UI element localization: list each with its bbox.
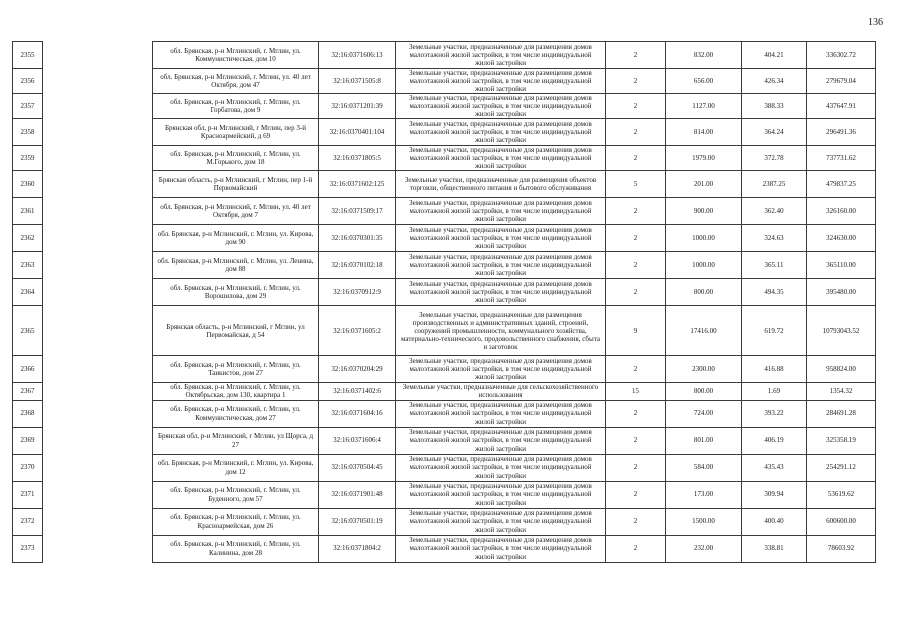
row-id: 2359: [13, 146, 43, 171]
row-use-class: 2: [606, 535, 666, 562]
row-gap: [43, 306, 153, 356]
row-id: 2370: [13, 454, 43, 481]
row-land-use: Земельные участки, предназначенные для размещения домов малоэтажной жилой застройки, в том числе индивидуальной жилой застройки: [396, 535, 606, 562]
row-cadastral-number: 32:16:0371606:4: [319, 427, 396, 454]
row-use-class: 2: [606, 427, 666, 454]
table-row: [13, 400, 876, 427]
row-cadastral-number: 32:16:0371605:2: [319, 306, 396, 356]
row-specific-value: 619.72: [742, 306, 807, 356]
row-id: 2369: [13, 427, 43, 454]
row-cadastral-number: 32:16:0371509:17: [319, 198, 396, 225]
row-cadastral-number: 32:16:0371901:48: [319, 481, 396, 508]
row-id: 2362: [13, 225, 43, 252]
row-cadastral-number: 32:16:0370102:18: [319, 252, 396, 279]
row-address: обл. Брянская, р-н Мглинский, г. Мглин, ул. Таикистов, дом 27: [153, 356, 319, 383]
row-specific-value: 324.63: [742, 225, 807, 252]
row-address: Брянская обл, р-н Мглинский, г Мглин, ул Щорса, д 27: [153, 427, 319, 454]
row-cadastral-value: 254291.12: [807, 454, 876, 481]
row-area: 201.00: [666, 171, 742, 198]
row-gap: [43, 427, 153, 454]
row-address: обл. Брянская, р-н Мглинский, г. Мглин, ул. 40 лет Октября, дом 47: [153, 69, 319, 94]
row-use-class: 2: [606, 454, 666, 481]
row-use-class: 2: [606, 198, 666, 225]
row-cadastral-value: 336302.72: [807, 42, 876, 69]
row-cadastral-value: 437647.91: [807, 94, 876, 119]
row-cadastral-number: 32:16:0371402:6: [319, 383, 396, 400]
row-cadastral-value: 326160.00: [807, 198, 876, 225]
row-id: 2367: [13, 383, 43, 400]
row-gap: [43, 508, 153, 535]
row-use-class: 2: [606, 94, 666, 119]
row-cadastral-number: 32:16:0371606:13: [319, 42, 396, 69]
row-gap: [43, 356, 153, 383]
table-row: [13, 454, 876, 481]
row-id: 2372: [13, 508, 43, 535]
row-cadastral-number: 32:16:0371804:2: [319, 535, 396, 562]
row-area: 1979.00: [666, 146, 742, 171]
row-gap: [43, 279, 153, 306]
table-row: [13, 427, 876, 454]
row-id: 2361: [13, 198, 43, 225]
row-land-use: Земельные участки, предназначенные для размещения домов малоэтажной жилой застройки, в том числе индивидуальной жилой застройки: [396, 508, 606, 535]
row-cadastral-value: 78603.92: [807, 535, 876, 562]
row-address: обл. Брянская, р-н Мглинский, г. Мглин, ул. Октябрьская, дом 130, квартира 1: [153, 383, 319, 400]
row-use-class: 5: [606, 171, 666, 198]
row-land-use: Земельные участки, предназначенные для размещения домов малоэтажной жилой застройки, в том числе индивидуальной жилой застройки: [396, 252, 606, 279]
row-cadastral-number: 32:16:0370204:29: [319, 356, 396, 383]
row-id: 2368: [13, 400, 43, 427]
row-specific-value: 435.43: [742, 454, 807, 481]
row-area: 2300.00: [666, 356, 742, 383]
row-cadastral-number: 32:16:0370401:104: [319, 119, 396, 146]
row-id: 2357: [13, 94, 43, 119]
row-use-class: 2: [606, 42, 666, 69]
table-row: [13, 252, 876, 279]
row-specific-value: 365.11: [742, 252, 807, 279]
row-address: Брянская область, р-н Мглинский, г Мглин, ул Первомайская, д 54: [153, 306, 319, 356]
row-cadastral-number: 32:16:0370504:45: [319, 454, 396, 481]
row-land-use: Земельные участки, предназначенные для размещения объектов торговли, общественного питания и бытового обслуживания: [396, 171, 606, 198]
row-gap: [43, 198, 153, 225]
row-area: 800.00: [666, 279, 742, 306]
row-gap: [43, 400, 153, 427]
row-specific-value: 494.35: [742, 279, 807, 306]
table-row: [13, 356, 876, 383]
row-gap: [43, 535, 153, 562]
row-gap: [43, 252, 153, 279]
row-land-use: Земельные участки, предназначенные для размещения домов малоэтажной жилой застройки, в том числе индивидуальной жилой застройки: [396, 356, 606, 383]
table-row: [13, 383, 876, 400]
row-use-class: 15: [606, 383, 666, 400]
row-specific-value: 400.40: [742, 508, 807, 535]
row-area: 1000.00: [666, 252, 742, 279]
row-land-use: Земельные участки, предназначенные для размещения домов малоэтажной жилой застройки, в том числе индивидуальной жилой застройки: [396, 427, 606, 454]
row-cadastral-number: 32:16:0371805:5: [319, 146, 396, 171]
row-specific-value: 406.19: [742, 427, 807, 454]
row-land-use: Земельные участки, предназначенные для размещения производственных и административных зданий, строений, сооружений промышленности, коммунального хозяйства, материально-технического, продовольственного снабжения, сбыта и заготовок: [396, 306, 606, 356]
row-land-use: Земельные участки, предназначенные для размещения домов малоэтажной жилой застройки, в том числе индивидуальной жилой застройки: [396, 454, 606, 481]
table-row: [13, 171, 876, 198]
row-gap: [43, 225, 153, 252]
row-cadastral-number: 32:16:0370501:19: [319, 508, 396, 535]
row-land-use: Земельные участки, предназначенные для размещения домов малоэтажной жилой застройки, в том числе индивидуальной жилой застройки: [396, 279, 606, 306]
row-specific-value: 404.21: [742, 42, 807, 69]
row-address: обл. Брянская, р-н Мглинский, г. Мглин, ул. Коммунистическая, дом 27: [153, 400, 319, 427]
table-row: [13, 279, 876, 306]
row-address: обл. Брянская, р-н Мглинский, г. Мглин, ул. Ленина, дом 88: [153, 252, 319, 279]
row-area: 173.00: [666, 481, 742, 508]
row-gap: [43, 146, 153, 171]
table-row: [13, 94, 876, 119]
row-address: Брянская обл, р-н Мглинский, г Мглин, пер 3-й Красноармейский, д 69: [153, 119, 319, 146]
row-address: Брянская область, р-н Мглинский, г Мглин, пер 1-й Первомайский: [153, 171, 319, 198]
row-specific-value: 1.69: [742, 383, 807, 400]
row-id: 2364: [13, 279, 43, 306]
row-id: 2355: [13, 42, 43, 69]
table-body: [13, 42, 876, 563]
row-land-use: Земельные участки, предназначенные для размещения домов малоэтажной жилой застройки, в том числе индивидуальной жилой застройки: [396, 481, 606, 508]
row-specific-value: 388.33: [742, 94, 807, 119]
row-cadastral-value: 279679.04: [807, 69, 876, 94]
row-gap: [43, 454, 153, 481]
row-specific-value: 393.22: [742, 400, 807, 427]
row-land-use: Земельные участки, предназначенные для сельскохозяйственного использования: [396, 383, 606, 400]
table-row: [13, 146, 876, 171]
row-cadastral-number: 32:16:0370912:9: [319, 279, 396, 306]
row-cadastral-value: 284691.28: [807, 400, 876, 427]
row-cadastral-value: 296491.36: [807, 119, 876, 146]
row-area: 232.00: [666, 535, 742, 562]
row-gap: [43, 171, 153, 198]
row-gap: [43, 94, 153, 119]
row-cadastral-value: 479837.25: [807, 171, 876, 198]
row-land-use: Земельные участки, предназначенные для размещения домов малоэтажной жилой застройки, в том числе индивидуальной жилой застройки: [396, 42, 606, 69]
row-use-class: 2: [606, 400, 666, 427]
row-area: 17416.00: [666, 306, 742, 356]
row-specific-value: 416.88: [742, 356, 807, 383]
row-id: 2371: [13, 481, 43, 508]
row-cadastral-value: 395480.00: [807, 279, 876, 306]
row-cadastral-value: 600600.00: [807, 508, 876, 535]
row-area: 1500.00: [666, 508, 742, 535]
row-cadastral-value: 737731.62: [807, 146, 876, 171]
row-gap: [43, 42, 153, 69]
row-area: 900.00: [666, 198, 742, 225]
row-address: обл. Брянская, р-н Мглинский, г. Мглин, ул. М.Горького, дом 18: [153, 146, 319, 171]
row-land-use: Земельные участки, предназначенные для размещения домов малоэтажной жилой застройки, в том числе индивидуальной жилой застройки: [396, 225, 606, 252]
table-row: [13, 306, 876, 356]
row-land-use: Земельные участки, предназначенные для размещения домов малоэтажной жилой застройки, в том числе индивидуальной жилой застройки: [396, 69, 606, 94]
row-cadastral-value: 10793043.52: [807, 306, 876, 356]
row-use-class: 2: [606, 356, 666, 383]
row-address: обл. Брянская, р-н Мглинский, г. Мглин, ул. Красноармейская, дом 26: [153, 508, 319, 535]
row-gap: [43, 69, 153, 94]
row-address: обл. Брянская, р-н Мглинский, г. Мглин, ул. Ворошилова, дом 29: [153, 279, 319, 306]
row-area: 1127.00: [666, 94, 742, 119]
row-specific-value: 2387.25: [742, 171, 807, 198]
row-cadastral-value: 958824.00: [807, 356, 876, 383]
row-area: 1000.00: [666, 225, 742, 252]
row-cadastral-number: 32:16:0371604:16: [319, 400, 396, 427]
row-cadastral-number: 32:16:0370301:35: [319, 225, 396, 252]
row-area: 724.00: [666, 400, 742, 427]
row-cadastral-value: 324630.00: [807, 225, 876, 252]
row-cadastral-value: 325358.19: [807, 427, 876, 454]
row-specific-value: 309.94: [742, 481, 807, 508]
row-use-class: 2: [606, 481, 666, 508]
table-row: [13, 481, 876, 508]
table-row: [13, 508, 876, 535]
row-cadastral-value: 1354.32: [807, 383, 876, 400]
row-use-class: 2: [606, 508, 666, 535]
row-address: обл. Брянская, р-н Мглинский, г. Мглин, ул. Буденного, дом 57: [153, 481, 319, 508]
row-gap: [43, 481, 153, 508]
row-use-class: 2: [606, 69, 666, 94]
row-gap: [43, 119, 153, 146]
row-address: обл. Брянская, р-н Мглинский, г. Мглин, ул. Кирова, дом 12: [153, 454, 319, 481]
row-id: 2360: [13, 171, 43, 198]
table-row: [13, 535, 876, 562]
row-address: обл. Брянская, р-н Мглинский, г. Мглин, ул. Кирова, дом 90: [153, 225, 319, 252]
row-cadastral-number: 32:16:0371505:8: [319, 69, 396, 94]
row-use-class: 2: [606, 225, 666, 252]
row-cadastral-number: 32:16:0371201:39: [319, 94, 396, 119]
land-parcels-table: [12, 41, 876, 563]
row-area: 656.00: [666, 69, 742, 94]
row-address: обл. Брянская, р-н Мглинский, г. Мглин, ул. Коммунистическая, дом 10: [153, 42, 319, 69]
row-address: обл. Брянская, р-н Мглинский, г. Мглин, ул. Калинина, дом 28: [153, 535, 319, 562]
row-id: 2365: [13, 306, 43, 356]
row-cadastral-value: 365110.00: [807, 252, 876, 279]
row-land-use: Земельные участки, предназначенные для размещения домов малоэтажной жилой застройки, в том числе индивидуальной жилой застройки: [396, 400, 606, 427]
row-area: 832.00: [666, 42, 742, 69]
row-land-use: Земельные участки, предназначенные для размещения домов малоэтажной жилой застройки, в том числе индивидуальной жилой застройки: [396, 94, 606, 119]
table-row: [13, 225, 876, 252]
row-specific-value: 426.34: [742, 69, 807, 94]
row-use-class: 2: [606, 252, 666, 279]
row-id: 2373: [13, 535, 43, 562]
row-area: 800.00: [666, 383, 742, 400]
row-gap: [43, 383, 153, 400]
table-row: [13, 42, 876, 69]
page-number: 136: [868, 17, 883, 28]
table-row: [13, 198, 876, 225]
row-id: 2356: [13, 69, 43, 94]
row-use-class: 2: [606, 119, 666, 146]
row-specific-value: 338.81: [742, 535, 807, 562]
row-use-class: 9: [606, 306, 666, 356]
table-row: [13, 69, 876, 94]
row-address: обл. Брянская, р-н Мглинский, г. Мглин, ул. 40 лет Октября, дом 7: [153, 198, 319, 225]
row-use-class: 2: [606, 146, 666, 171]
row-address: обл. Брянская, р-н Мглинский, г. Мглин, ул. Горбатова, дом 9: [153, 94, 319, 119]
row-area: 584.00: [666, 454, 742, 481]
row-use-class: 2: [606, 279, 666, 306]
row-specific-value: 362.40: [742, 198, 807, 225]
table-row: [13, 119, 876, 146]
row-id: 2366: [13, 356, 43, 383]
row-area: 814.00: [666, 119, 742, 146]
row-specific-value: 372.78: [742, 146, 807, 171]
row-area: 801.00: [666, 427, 742, 454]
row-cadastral-value: 53619.62: [807, 481, 876, 508]
row-specific-value: 364.24: [742, 119, 807, 146]
row-id: 2363: [13, 252, 43, 279]
row-land-use: Земельные участки, предназначенные для размещения домов малоэтажной жилой застройки, в том числе индивидуальной жилой застройки: [396, 146, 606, 171]
row-land-use: Земельные участки, предназначенные для размещения домов малоэтажной жилой застройки, в том числе индивидуальной жилой застройки: [396, 198, 606, 225]
row-land-use: Земельные участки, предназначенные для размещения домов малоэтажной жилой застройки, в том числе индивидуальной жилой застройки: [396, 119, 606, 146]
row-id: 2358: [13, 119, 43, 146]
row-cadastral-number: 32:16:0371602:125: [319, 171, 396, 198]
